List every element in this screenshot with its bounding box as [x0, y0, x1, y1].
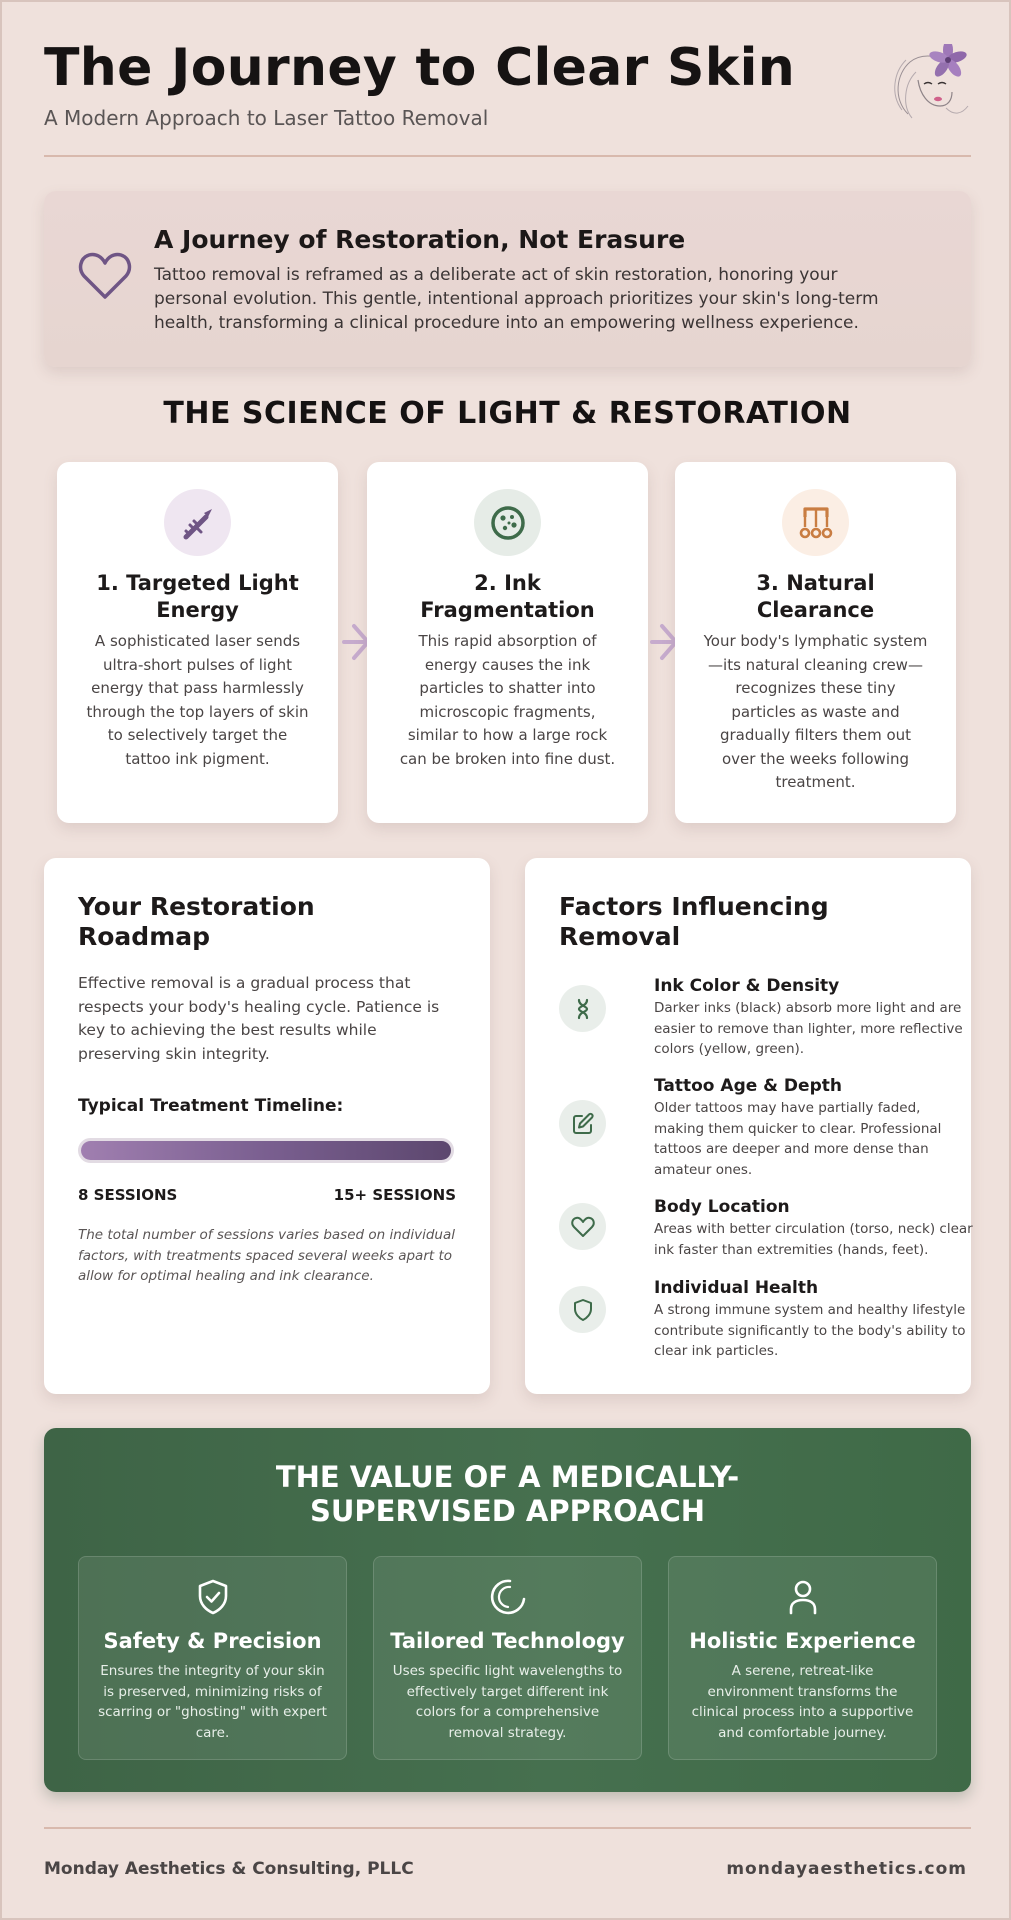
science-section-title: THE SCIENCE OF LIGHT & RESTORATION [163, 396, 852, 431]
intro-text: Tattoo removal is reframed as a deliberate act of skin restoration, honoring your personal evolution. This gentle, intentional approach prioritizes your skin's long-term health, transforming a clinical procedure into an empowering wellness experience. [154, 265, 879, 333]
factor-item-ink-color [559, 976, 969, 1056]
step-text: Your body's lymphatic system—its natural cleaning crew—recognizes these tiny particles as waste and gradually filters them out over the weeks following treatment. [703, 632, 928, 791]
factor-item-tattoo-age [559, 1076, 969, 1176]
factor-item-body-location [559, 1197, 973, 1258]
roadmap-title: Your Restoration Roadmap [78, 892, 315, 951]
factors-title: Factors Influencing Removal [559, 892, 829, 951]
intro-card [44, 191, 971, 367]
timeline-end-label: 15+ SESSIONS [333, 1186, 456, 1204]
value-card-title: Tailored Technology [390, 1629, 625, 1653]
step-card-ink-fragmentation [367, 462, 648, 823]
heart-icon [559, 1203, 606, 1250]
timeline-label: Typical Treatment Timeline: [78, 1096, 344, 1116]
value-card-title: Safety & Precision [103, 1629, 322, 1653]
page-subtitle: A Modern Approach to Laser Tattoo Removal [44, 106, 489, 130]
step-card-natural-clearance [675, 462, 956, 823]
factor-item-individual-health [559, 1278, 969, 1358]
step-text: A sophisticated laser sends ultra-short pulses of light energy that pass harmlessly through the top layers of skin to selectively target the tattoo ink pigment. [86, 632, 309, 768]
arrow-right-icon [340, 614, 370, 670]
user-icon [783, 1577, 823, 1617]
footer-website-link[interactable]: mondayaesthetics.com [726, 1859, 967, 1879]
factor-title: Tattoo Age & Depth [654, 1076, 842, 1096]
value-card-safety [78, 1556, 347, 1760]
shield-check-icon [193, 1577, 233, 1617]
footer-divider [44, 1827, 971, 1829]
heart-icon [78, 251, 132, 301]
step-card-targeted-light [57, 462, 338, 823]
header-divider [44, 155, 971, 157]
timeline-fill [81, 1141, 451, 1160]
moon-icon [488, 1577, 528, 1617]
edit-icon [559, 1100, 606, 1147]
shield-icon [559, 1286, 606, 1333]
value-card-technology [373, 1556, 642, 1760]
step-title: 1. Targeted Light Energy [96, 571, 299, 622]
timeline-bar [78, 1138, 454, 1163]
roadmap-text: Effective removal is a gradual process that respects your body's healing cycle. Patience is key to achieving the best results while preserving skin integrity. [78, 974, 440, 1063]
value-card-holistic [668, 1556, 937, 1760]
value-card-title: Holistic Experience [689, 1629, 916, 1653]
factor-title: Individual Health [654, 1278, 819, 1298]
dna-icon [559, 985, 606, 1032]
factor-title: Body Location [654, 1197, 790, 1217]
value-card-text: A serene, retreat-like environment transforms the clinical process into a supportive and comfortable journey. [691, 1663, 914, 1741]
factor-text: Darker inks (black) absorb more light and are easier to remove than lighter, more reflective colors (yellow, green). [654, 1000, 963, 1057]
factor-text: Older tattoos may have partially faded, making them quicker to clear. Professional tattoos are deeper and more dense than amateur ones. [654, 1100, 942, 1178]
factor-text: Areas with better circulation (torso, neck) clear ink faster than extremities (hands, feet). [654, 1221, 973, 1258]
factor-text: A strong immune system and healthy lifestyle contribute significantly to the body's ability to clear ink particles. [654, 1302, 966, 1359]
arrow-right-icon [648, 614, 678, 670]
value-card-text: Ensures the integrity of your skin is preserved, minimizing risks of scarring or "ghosting" with expert care. [98, 1663, 327, 1741]
fragment-icon [474, 489, 541, 556]
factor-title: Ink Color & Density [654, 976, 840, 996]
lymph-icon [782, 489, 849, 556]
step-text: This rapid absorption of energy causes the ink particles to shatter into microscopic fragments, similar to how a large rock can be broken into fine dust. [399, 632, 616, 768]
laser-icon [164, 489, 231, 556]
value-section [44, 1428, 971, 1792]
factors-panel [525, 858, 971, 1394]
intro-title: A Journey of Restoration, Not Erasure [154, 225, 686, 254]
step-title: 2. Ink Fragmentation [420, 571, 595, 622]
page-title: The Journey to Clear Skin [44, 38, 796, 98]
brand-logo [888, 44, 974, 130]
roadmap-panel [44, 858, 490, 1394]
step-title: 3. Natural Clearance [756, 571, 875, 622]
roadmap-note: The total number of sessions varies based on individual factors, with treatments spaced several weeks apart to allow for optimal healing and ink clearance. [78, 1227, 455, 1284]
footer-company: Monday Aesthetics & Consulting, PLLC [44, 1859, 414, 1879]
value-card-text: Uses specific light wavelengths to effectively target different ink colors for a comprehensive removal strategy. [392, 1663, 623, 1741]
header [44, 38, 974, 156]
timeline-start-label: 8 SESSIONS [78, 1186, 178, 1204]
value-section-title: THE VALUE OF A MEDICALLY-SUPERVISED APPROACH [275, 1460, 740, 1528]
